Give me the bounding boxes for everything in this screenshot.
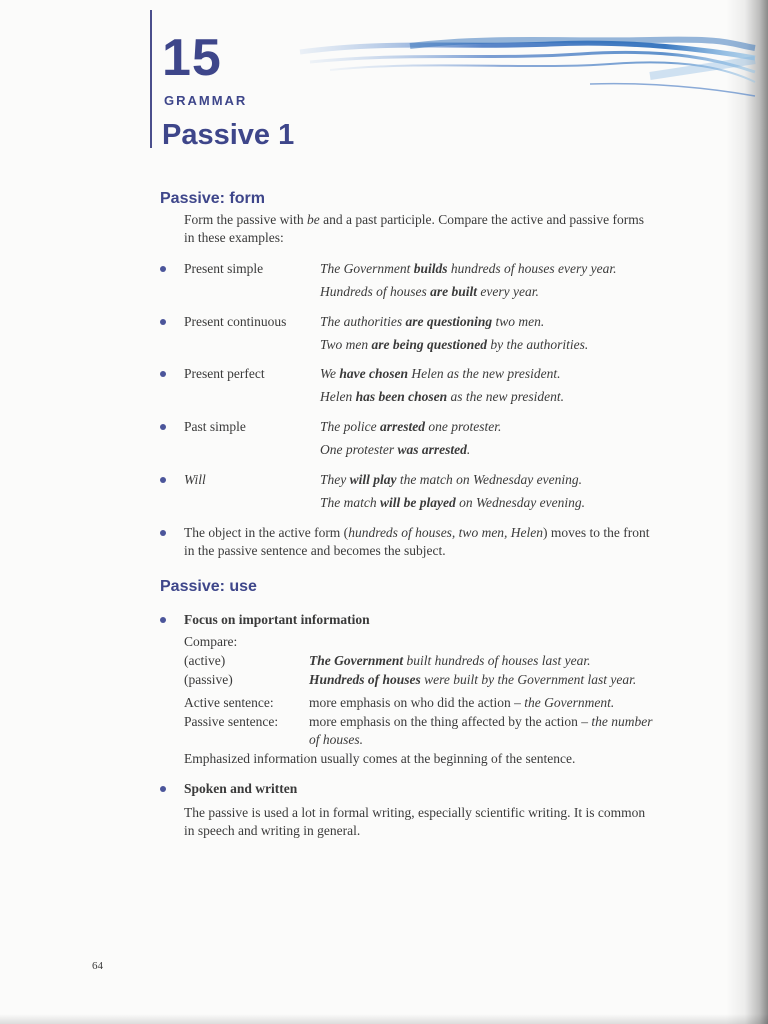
tense-label: Present perfect	[184, 366, 265, 381]
spoken-text: The passive is used a lot in formal writing, especially scientific writing. It is common in speech and writing in general.	[184, 805, 646, 838]
emphasized-note: Emphasized information usually comes at the beginning of the sentence.	[184, 751, 576, 766]
passive-label: (passive)	[184, 672, 233, 687]
page-number: 64	[92, 960, 103, 972]
tense-label: Present continuous	[184, 314, 287, 329]
passive-sentence-explanation: more emphasis on the thing affected by the action – the number of houses.	[309, 714, 653, 747]
bullet-icon	[160, 371, 166, 377]
chapter-label: GRAMMAR	[164, 93, 248, 108]
passive-example: Hundreds of houses are built every year.	[320, 284, 539, 299]
tense-label: Will	[184, 472, 206, 487]
tense-label: Past simple	[184, 419, 246, 434]
bullet-icon	[160, 424, 166, 430]
bullet-icon	[160, 617, 166, 623]
active-sentence-label: Active sentence:	[184, 695, 274, 710]
chapter-title: Passive 1	[162, 119, 295, 151]
page-bottom-edge	[0, 1014, 768, 1024]
object-note: The object in the active form (hundreds of houses, two men, Helen) moves to the front in the passive sentence and becomes the subject.	[184, 525, 650, 558]
chapter-rule	[150, 10, 152, 148]
active-example: The Government builds hundreds of houses every year.	[320, 261, 617, 276]
bullet-icon	[160, 786, 166, 792]
active-example: They will play the match on Wednesday evening.	[320, 472, 582, 487]
active-label: (active)	[184, 653, 226, 668]
bullet-icon	[160, 530, 166, 536]
bullet-icon	[160, 477, 166, 483]
active-example: We have chosen Helen as the new president.	[320, 366, 561, 381]
active-sentence-explanation: more emphasis on who did the action – the Government.	[309, 695, 615, 710]
compare-label: Compare:	[184, 634, 238, 649]
passive-example: The match will be played on Wednesday evening.	[320, 495, 585, 510]
bullet-icon	[160, 319, 166, 325]
passive-example: One protester was arrested.	[320, 442, 471, 457]
spoken-title: Spoken and written	[184, 781, 298, 796]
passive-compare-sentence: Hundreds of houses were built by the Government last year.	[309, 672, 637, 687]
decorative-wave-banner	[290, 30, 760, 110]
focus-title: Focus on important information	[184, 612, 370, 627]
passive-example: Two men are being questioned by the authorities.	[320, 337, 589, 352]
chapter-number: 15	[162, 29, 222, 87]
active-example: The police arrested one protester.	[320, 419, 502, 434]
section-heading-use: Passive: use	[160, 578, 257, 595]
tense-label: Present simple	[184, 261, 264, 276]
passive-sentence-label: Passive sentence:	[184, 714, 279, 729]
active-compare-sentence: The Government built hundreds of houses last year.	[309, 653, 591, 668]
active-example: The authorities are questioning two men.	[320, 314, 545, 329]
passive-example: Helen has been chosen as the new president.	[320, 389, 564, 404]
form-intro: Form the passive with be and a past participle. Compare the active and passive forms in these examples:	[184, 212, 645, 245]
section-heading-form: Passive: form	[160, 190, 265, 207]
page-gutter-shadow	[726, 0, 768, 1024]
bullet-icon	[160, 266, 166, 272]
